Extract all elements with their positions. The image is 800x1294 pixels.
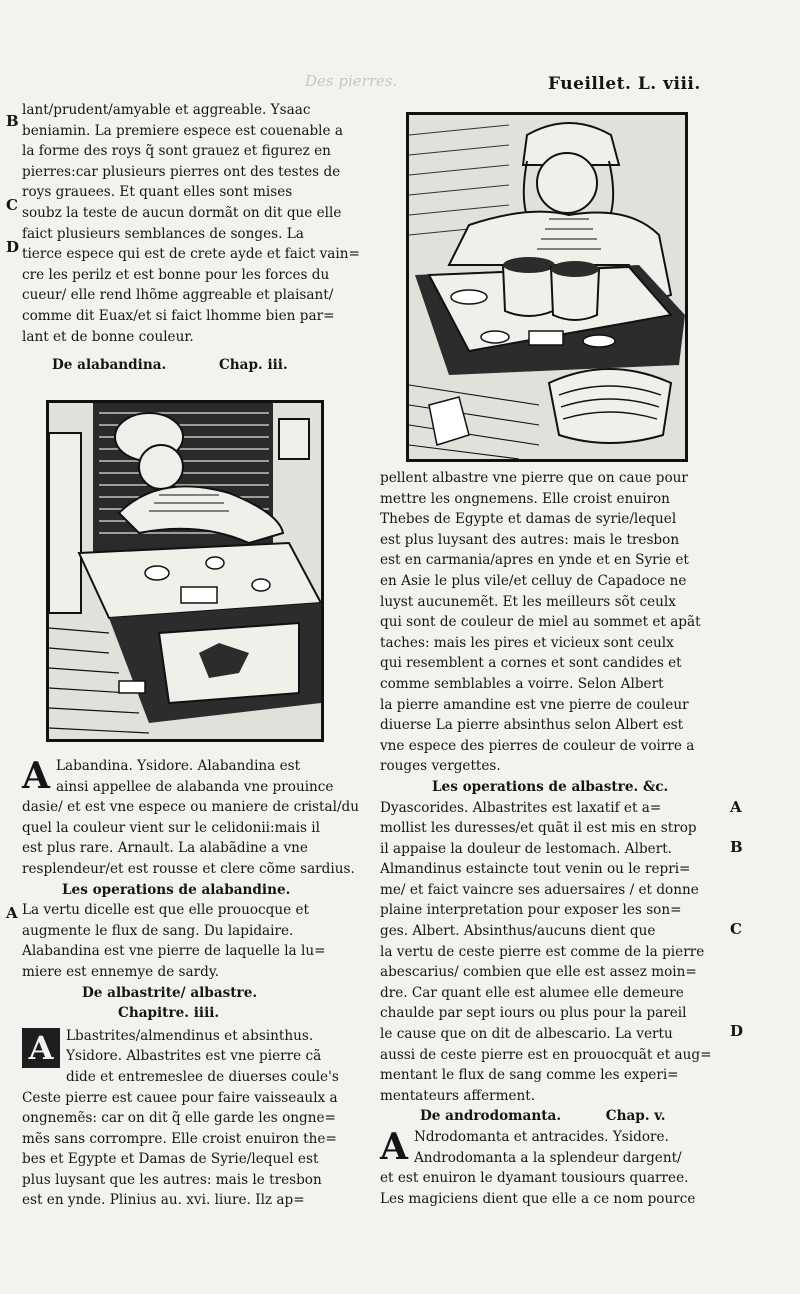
text-line: est en carmania/apres en ynde et en Syrie et [380, 552, 689, 569]
chapter-3-number: Chap. iii. [218, 357, 288, 374]
text-line: la vertu de ceste pierre est comme de la pierre [380, 943, 705, 960]
text-line: augmente le flux de sang. Du lapidaire. [22, 922, 294, 939]
text-line: mettre les ongnemens. Elle croist enuiron [380, 490, 670, 507]
text-line: cueur/ elle rend lhõme aggreable et plaisant/ [22, 287, 334, 304]
text-line: Dyascorides. Albastrites est laxatif et a= [380, 799, 662, 816]
text-line: mentateurs afferment. [380, 1087, 536, 1104]
alabandine-operations-heading: Les operations de alabandine. [62, 881, 291, 898]
text-line: Les magiciens dient que elle a ce nom pource [380, 1190, 696, 1207]
text-line: le cause que on dit de albescario. La vertu [380, 1026, 673, 1043]
text-line: resplendeur/et est rousse et clere cõme sardius. [22, 860, 355, 877]
text-line: La vertu dicelle est que elle prouocque et [22, 902, 309, 919]
left-column-top-text [22, 100, 360, 376]
text-line: luyst aucunemẽt. Et les meilleurs sõt ceulx [380, 593, 676, 610]
text-line: lant et de bonne couleur. [22, 328, 194, 345]
text-line: diuerse La pierre absinthus selon Albert est [380, 717, 684, 734]
drop-cap-alabandina: A [22, 755, 50, 797]
text-line: Labandina. Ysidore. Alabandina est [55, 758, 301, 774]
text-line: abescarius/ combien que elle est assez moin= [380, 964, 697, 981]
text-line: cre les perilz et est bonne pour les forces du [22, 266, 330, 283]
bleed-through-running-head: Des pierres. [305, 72, 398, 90]
text-line: beniamin. La premiere espece est couenable a [22, 122, 343, 139]
text-line: en Asie le plus vile/et celluy de Capadoce ne [380, 572, 687, 589]
text-line: la pierre amandine est vne pierre de couleur [380, 696, 689, 713]
text-line: la forme des roys q̃ sont grauez et figurez en [22, 143, 331, 160]
text-line: Almandinus estaincte tout venin ou le repri= [380, 861, 691, 878]
text-line: faict plusieurs semblances de songes. La [22, 225, 304, 242]
chapter-3-title: De alabandina. [52, 357, 167, 374]
text-line: bes et Egypte et Damas de Syrie/lequel est [22, 1151, 319, 1168]
left-column-lower-text [22, 756, 360, 1211]
albastre-operations-heading: Les operations de albastre. &c. [432, 778, 669, 795]
text-line: plaine interpretation pour exposer les son= [380, 902, 682, 919]
text-line: mentant le flux de sang comme les experi= [380, 1067, 679, 1084]
decorated-initial-albastrites: A [22, 1028, 60, 1068]
margin-mark-d-right: D [730, 1022, 744, 1040]
margin-mark-c-right: C [730, 920, 742, 938]
text-line: ainsi appellee de alabanda vne prouince [55, 778, 334, 795]
right-column-text [380, 468, 720, 1209]
chapter-4-number: Chapitre. iiii. [118, 1005, 220, 1022]
margin-mark-c: C [6, 196, 18, 214]
text-line: dasie/ et est vne espece ou maniere de cristal/du [22, 799, 359, 816]
text-line: roys grauees. Et quant elles sont mises [22, 184, 293, 201]
chapter-3-heading [22, 355, 360, 376]
text-line: taches: mais les pires et vicieux sont ceulx [380, 634, 674, 651]
text-line: lant/prudent/amyable et aggreable. Ysaac [22, 102, 311, 118]
margin-mark-b-right: B [730, 838, 743, 856]
text-line: dre. Car quant elle est alumee elle demeure [380, 984, 684, 1001]
text-line: Ndrodomanta et antracides. Ysidore. [413, 1129, 669, 1145]
margin-mark-b: B [6, 112, 19, 130]
text-line: rouges vergettes. [380, 758, 501, 775]
text-line: Thebes de Egypte et damas de syrie/lequel [380, 511, 677, 528]
text-line: et est enuiron le dyamant tousiours quarree. [380, 1170, 689, 1187]
chapter-5-number: Chap. v. [605, 1108, 666, 1125]
margin-mark-a-right: A [730, 798, 742, 816]
text-line: ges. Albert. Absinthus/aucuns dient que [380, 923, 656, 940]
text-line: qui resemblent a cornes et sont candides et [380, 655, 682, 672]
text-line: est plus rare. Arnault. La alabãdine a vne [22, 840, 308, 857]
margin-mark-d: D [6, 238, 20, 256]
folio-number: Fueillet. L. viii. [548, 74, 701, 94]
woodcut-apothecary-with-vessels [406, 112, 688, 462]
text-line: qui sont de couleur de miel au sommet et apãt [380, 614, 701, 631]
text-line: chaulde par sept iours ou plus pour la pareil [380, 1005, 687, 1022]
text-line: comme semblables a voirre. Selon Albert [380, 675, 664, 692]
text-line: mẽs sans corrompre. Elle croist enuiron the= [22, 1130, 337, 1147]
text-line: il appaise la douleur de lestomach. Albert. [380, 840, 672, 857]
text-line: me/ et faict vaincre ses aduersaires / et donne [380, 881, 699, 898]
text-line: plus luysant que les autres: mais le tresbon [22, 1171, 322, 1188]
woodcut-lapidary-at-table [46, 400, 324, 742]
text-line: Ceste pierre est cauee pour faire vaisseaulx a [22, 1089, 338, 1106]
text-line: quel la couleur vient sur le celidonii:mais il [22, 819, 320, 836]
text-line: dide et entremeslee de diuerses coule's [66, 1068, 339, 1085]
text-line: Ysidore. Albastrites est vne pierre cã [66, 1048, 322, 1065]
text-line: est en ynde. Plinius au. xvi. liure. Ilz ap= [22, 1192, 305, 1209]
text-line: vne espece des pierres de couleur de voirre a [380, 737, 695, 754]
text-line: ongnemẽs: car on dit q̃ elle garde les ongne= [22, 1110, 336, 1127]
text-line: mollist les duresses/et quãt il est mis en strop [380, 820, 697, 837]
text-line: Androdomanta a la splendeur dargent/ [413, 1149, 682, 1166]
text-line: est plus luysant des autres: mais le tresbon [380, 531, 680, 548]
chapter-5-title: De androdomanta. [420, 1108, 562, 1125]
text-line: miere est ennemye de sardy. [22, 963, 220, 980]
margin-mark-a-left: A [6, 904, 18, 922]
text-line: aussi de ceste pierre est en prouocquãt et aug= [380, 1046, 712, 1063]
text-line: pellent albastre vne pierre que on caue pour [380, 470, 688, 486]
chapter-5-heading [380, 1106, 720, 1127]
text-line: Lbastrites/almendinus et absinthus. [66, 1027, 314, 1044]
text-line: soubz la teste de aucun dormãt on dit que elle [22, 204, 342, 221]
text-line: comme dit Euax/et si faict lhomme bien par= [22, 307, 335, 324]
text-line: tierce espece qui est de crete ayde et faict vain= [22, 246, 360, 263]
drop-cap-androdomanta: A [380, 1126, 408, 1168]
text-line: pierres:car plusieurs pierres ont des testes de [22, 163, 341, 180]
chapter-4-heading: De albastrite/ albastre. [82, 984, 258, 1001]
text-line: Alabandina est vne pierre de laquelle la lu= [22, 943, 326, 960]
